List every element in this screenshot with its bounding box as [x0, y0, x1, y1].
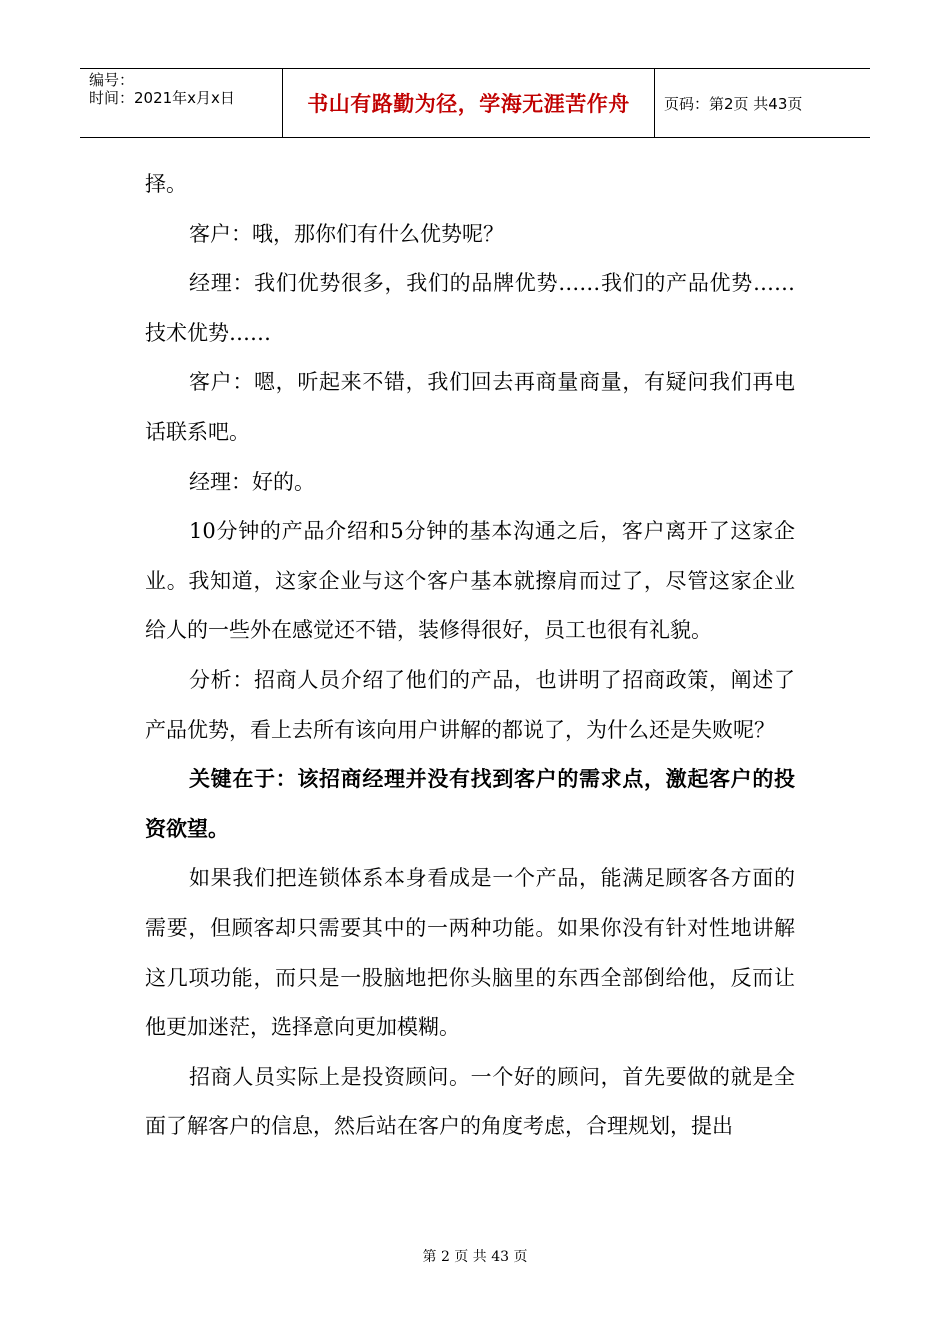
document-body [145, 160, 795, 1152]
body-paragraph: 经理：我们优势很多，我们的品牌优势……我们的产品优势……技术优势…… [145, 271, 795, 345]
header-page-info: 页码：第2页 共43页 [664, 94, 803, 113]
body-paragraph: 客户：嗯，听起来不错，我们回去再商量商量，有疑问我们再电话联系吧。 [145, 370, 795, 444]
header-motto-cell [282, 69, 655, 137]
body-paragraph: 分析：招商人员介绍了他们的产品，也讲明了招商政策，阐述了产品优势，看上去所有该向用户讲解的都说了，为什么还是失败呢？ [145, 667, 795, 742]
header-time-label: 时间：2021年x月x日 [89, 89, 235, 107]
body-paragraph: 择。 [145, 172, 187, 196]
body-paragraph: 如果我们把连锁体系本身看成是一个产品，能满足顾客各方面的需要，但顾客却只需要其中的一两种功能。如果你没有针对性地讲解这几项功能，而只是一股脑地把你头脑里的东西全部倒给他，反而让他更加迷茫，选择意向更加模糊。 [145, 866, 795, 1040]
page-header [80, 68, 870, 138]
header-meta [80, 69, 282, 137]
body-paragraph: 招商人员实际上是投资顾问。一个好的顾问，首先要做的就是全面了解客户的信息，然后站在客户的角度考虑，合理规划，提出 [145, 1064, 795, 1139]
page-footer: 第 2 页 共 43 页 [422, 1249, 528, 1265]
body-paragraph: 经理：好的。 [189, 469, 315, 494]
body-paragraph: 客户：哦，那你们有什么优势呢？ [189, 221, 504, 246]
header-number-label: 编号： [89, 71, 135, 89]
body-paragraph: 10分钟的产品介绍和5分钟的基本沟通之后，客户离开了这家企业。我知道，这家企业与这个客户基本就擦肩而过了，尽管这家企业给人的一些外在感觉还不错，装修得很好，员工也很有礼貌。 [145, 519, 795, 643]
header-motto: 书山有路勤为径，学海无涯苦作舟 [307, 92, 630, 116]
key-point-paragraph: 关键在于：该招商经理并没有找到客户的需求点，激起客户的投资欲望。 [145, 767, 795, 841]
